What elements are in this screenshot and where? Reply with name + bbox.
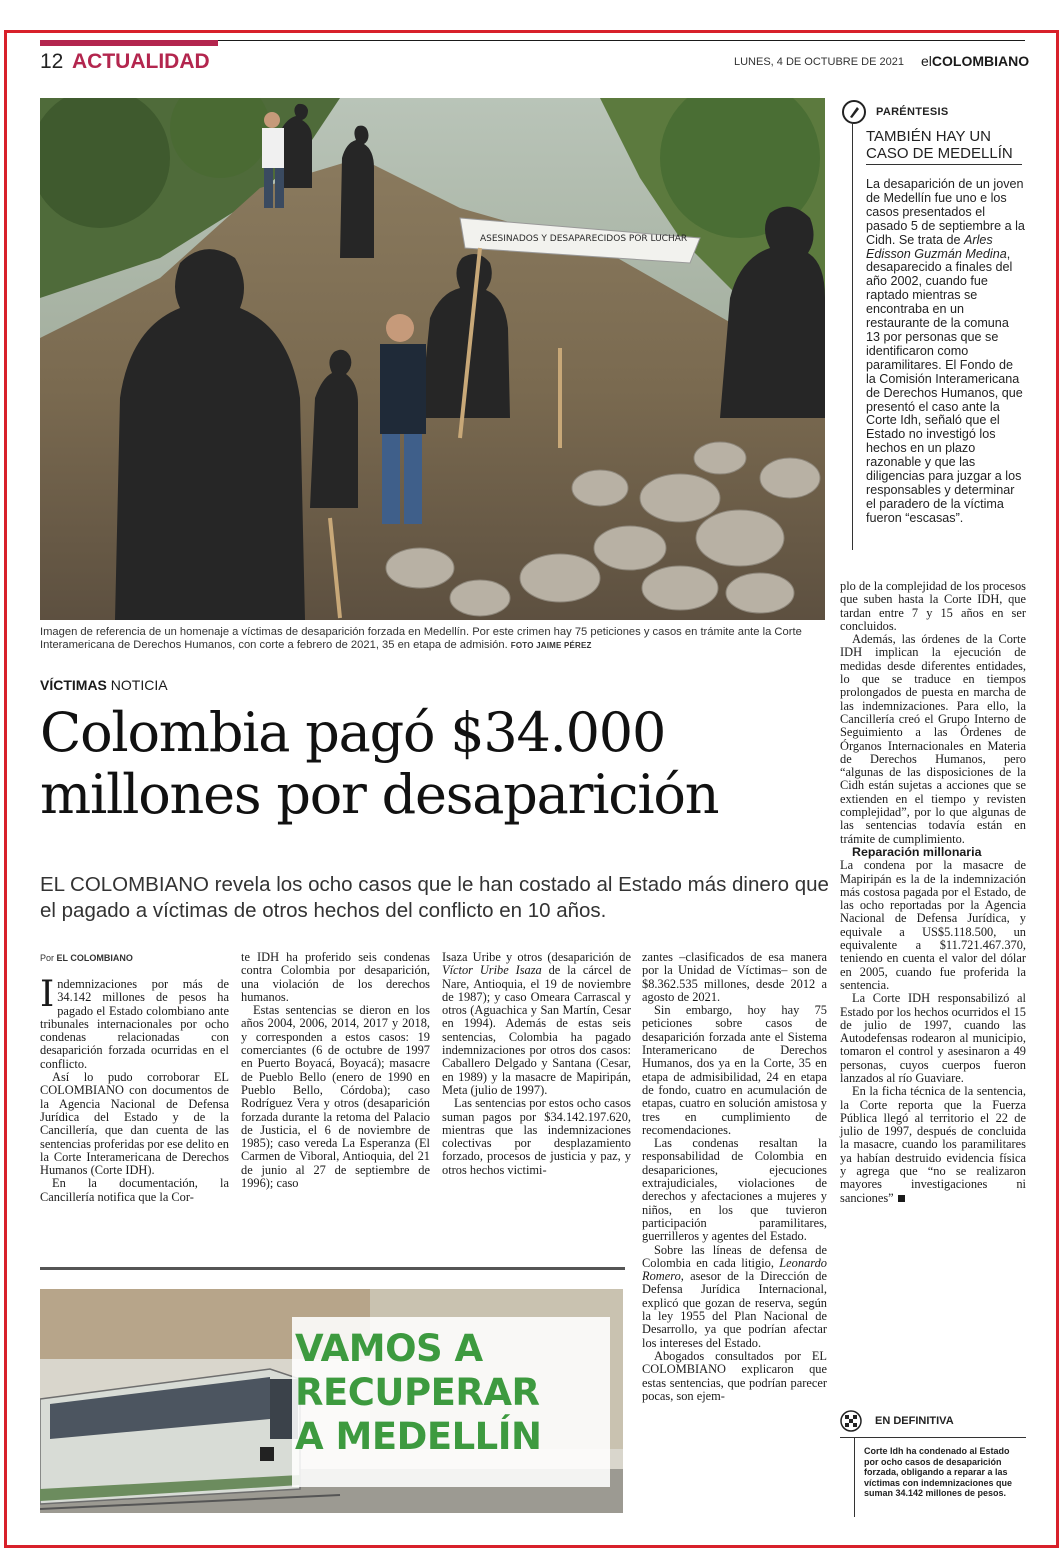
sidebar-body [866, 178, 1026, 526]
column-5-paragraph-5 [840, 1085, 1026, 1205]
caption-text: Imagen de referencia de un homenaje a víctimas de desaparición forzada en Medellín. Por este crimen hay 75 peticiones y casos en trámite ante la Corte Interamericana de Derechos Humanos, con corte a febrero de 2021, 35 en etapa de admisión. [40, 626, 802, 651]
byline-name: EL COLOMBIANO [56, 953, 133, 963]
kicker-type: NOTICIA [110, 677, 168, 693]
subhead-reparacion: Reparación millonaria [852, 844, 982, 859]
column-1-paragraph-2: Así lo pudo corroborar EL COLOMBIANO con documentos de la Agencia Nacional de Defensa Jurídica del Estado y de la Cancillería, que dan cuenta de las sentencias proferidas por ese delito en la Corte Interamericana de Derechos Humanos (Corte IDH). [40, 1070, 229, 1178]
photo-credit: FOTO JAIME PÉREZ [510, 641, 592, 650]
byline-prefix: Por [40, 953, 55, 963]
pen-nib-icon [842, 100, 866, 124]
sidebar-divider [866, 164, 1022, 165]
kicker-topic: VÍCTIMAS [40, 677, 107, 693]
ad-slogan-line-3: A MEDELLÍN [295, 1415, 542, 1458]
ad-slogan-line-2: RECUPERAR [295, 1371, 540, 1414]
masthead-prefix: el [921, 53, 932, 69]
sidebar-title: TAMBIÉN HAY UN CASO DE MEDELLÍN [866, 128, 1013, 162]
checkered-flag-icon [840, 1410, 862, 1432]
section-name: ACTUALIDAD [72, 50, 210, 73]
column-4-text-b: , asesor de la Dirección de Defensa Jurídica Internacional, explicó que gozan de reserva, según la ley 1955 del Plan Nacional de Desarrollo, ya que podrían afectar los intereses del Estado. [642, 1269, 827, 1350]
headline-line-2: millones por desaparición [40, 763, 719, 826]
column-4-italic-name: Leonardo Romero [642, 1255, 827, 1284]
photo-banner-text: ASESINADOS Y DESAPARECIDOS POR LUCHAR [480, 234, 688, 244]
article-column-3 [442, 951, 631, 1177]
photo-illustration [40, 98, 825, 620]
column-3-paragraph-1 [442, 951, 631, 1097]
article-headline [40, 702, 830, 826]
column-3-paragraph-2: Las sentencias por estos ocho casos suman pagos por $34.142.197.620, mientras que las indemnizaciones colectivas por desplazamiento forzado, procesos de justicia y paz, y otros hechos victimi- [442, 1096, 631, 1177]
byline [40, 953, 133, 963]
sidebar-text-a: La desaparición de un joven de Medellín fue uno e los casos presentados el pasado 5 de septiembre a la Cidh. Se trata de [866, 177, 1025, 247]
photo-caption [40, 626, 830, 652]
ad-separator-rule [40, 1267, 625, 1270]
header-accent-bar [40, 40, 218, 46]
article-kicker [40, 677, 168, 693]
column-5-text: En la ficha técnica de la sentencia, la Corte reporta que la Fuerza Pública llegó al territorio el 22 de julio de 1997, después de concluida la masacre, cuando los paramilitares ya habían destruido evidencia física y agrega que “no se realizaron mayores investigaciones ni sanciones” [840, 1084, 1026, 1205]
column-5-paragraph-3: La condena por la masacre de Mapiripán es la de la indemnización más costosa pagada por el Estado, de las ocho reportadas por la Agencia Nacional de Defensa Jurídica, y equivale a US$5.118.500, un equivalente a $11.721.467.370, teniendo en cuenta el valor del dólar en 2005, cuando fue proferida la sentencia. [840, 858, 1026, 992]
column-3-text-a: Isaza Uribe y otros (desaparición de [442, 950, 631, 964]
column-3-italic-name: Víctor Uribe Isaza [442, 963, 542, 978]
page-number: 12 [40, 50, 64, 73]
ad-slogan-line-1: VAMOS A [295, 1327, 483, 1370]
article-column-5 [840, 580, 1026, 1205]
column-3-text-b: de la cárcel de Nare, Antioquia, el 19 de noviembre de 1987); y caso Omeara Carrascal y otros (Aguachica y San Martín, Cesar en 1994). Además de estas seis sentencias, Colombia ha pagado indemnizaciones por otros dos casos: Caballero Delgado y Santana (Cesar, en 1989) y la masacre de Mapiripán, Meta (julio de 1997). [442, 963, 632, 1097]
column-5-paragraph-4: La Corte IDH responsabilizó al Estado por los hechos ocurridos el 15 de julio de 1997, cuando las Autodefensas rodearon al municipio, tomaron el control y asesinaron a 49 personas, cuyos cuerpos fueron lanzados al río Guaviare. [840, 991, 1026, 1085]
column-1-paragraph-3: En la documentación, la Cancillería notifica que la Cor- [40, 1176, 229, 1204]
article-column-1 [40, 974, 229, 1204]
column-4-paragraph-3: Las condenas resaltan la responsabilidad de Colombia en desapariciones, ejecuciones extrajudiciales, violaciones de derechos y afectaciones a mujeres y niños, en los que tuvieron participación paramilitares, guerrilleros y agentes del Estado. [642, 1136, 827, 1244]
issue-date: LUNES, 4 DE OCTUBRE DE 2021 [734, 56, 904, 68]
column-1-text: ndemnizaciones por más de 34.142 millones de pesos ha pagado el Estado colombiano ante tribunales internacionales por ocho condenas relacionadas con desaparición forzada ocurridas en el conflicto. [40, 977, 229, 1071]
column-2-paragraph-1: te IDH ha proferido seis condenas contra Colombia por desaparición, una violación de los derechos humanos. [241, 950, 430, 1004]
column-2-paragraph-2: Estas sentencias se dieron en los años 2004, 2006, 2014, 2017 y 2018, y corresponden a estos casos: 19 comerciantes (6 de octubre de 1997 en Puerto Boyacá, Boyacá); masacre de Pueblo Bello (enero de 1990 en Pueblo Bello, Córdoba); caso Rodríguez Vera y otros (desaparición forzada durante la retoma del Palacio de Justicia, el 6 de noviembre de 1985); caso vereda La Esperanza (El Carmen de Viboral, Antioquia, del 21 de junio al 27 de septiembre de 1996); caso [241, 1003, 430, 1191]
end-mark [898, 1195, 905, 1202]
sidebar-text-b: , desaparecido a finales del año 2002, cuando fue raptado mientras se encontraba en un restaurante de la comuna 13 por personas que se identificaron como paramilitares. El Fondo de la Comisión Interamericana de Derechos Humanos, que presentó el caso ante la Corte Idh, señaló que el Estado no investigó los hechos en un plazo razonable y que las diligencias para juzgar a los responsables y determinar el paradero de la víctima fueron “escasas”. [866, 246, 1023, 525]
main-photo [40, 98, 825, 620]
definitiva-text: Corte Idh ha condenado al Estado por ocho casos de desaparición forzada, obligando a reparar a las víctimas con indemnizaciones que suman 34.142 millones de pesos. [864, 1446, 1013, 1499]
column-5-paragraph-1: plo de la complejidad de los procesos que suben hasta la Corte IDH, que tardan entre 7 y 15 años en ser concluidos. [840, 579, 1026, 633]
masthead-name: COLOMBIANO [931, 53, 1030, 69]
column-4-paragraph-1: zantes –clasificados de esa manera por la Unidad de Víctimas– son de $8.362.535 millones, desde 2012 a agosto de 2021. [642, 950, 827, 1004]
column-4-text-a: Sobre las líneas de defensa de Colombia en cada litigio, [642, 1242, 827, 1270]
article-column-4 [642, 951, 827, 1403]
definitiva-label: EN DEFINITIVA [875, 1415, 954, 1427]
column-5-paragraph-2: Además, las órdenes de la Corte IDH implican la ejecución de medidas desde diferentes entidades, lo que se traduce en tiempos prolongados de puesta en marcha de las indemnizaciones. Para ello, la Cancillería creó el Grupo Interno de Seguimiento a las Órdenes de Órganos Internacionales en Materia de Derechos Humanos, pero “algunas de las disposiciones de la Cidh están sujetas a acciones que se extienden en el tiempo y revisten complejidad”, por lo que algunas de las sentencias todavía están en trámite de cumplimiento. [840, 632, 1026, 846]
advertisement[interactable] [40, 1289, 623, 1513]
column-4-paragraph-2: Sin embargo, hoy hay 75 peticiones sobre casos de desaparición forzada ante el Sistema Interamericano de Derechos Humanos, dos ya en la Corte, 35 en etapa de admisibilidad, 24 en etapa de fondo, cuatro en acumulación de etapas, cuatro en solución amistosa y tres en cumplimiento de recomendaciones. [642, 1003, 827, 1137]
column-1-paragraph [40, 974, 229, 1071]
masthead-logo [921, 53, 1029, 69]
article-column-2 [241, 951, 430, 1190]
sidebar-italic-name: Arles Edisson Guzmán Medina [866, 232, 1007, 261]
column-4-paragraph-4 [642, 1244, 827, 1350]
drop-cap: I [40, 974, 55, 1015]
article-deck: EL COLOMBIANO revela los ocho casos que le han costado al Estado más dinero que el pagado a víctimas de otros hechos del conflicto en 10 años. [40, 873, 829, 922]
headline-line-1: Colombia pagó $34.000 [40, 701, 666, 764]
ad-slogan [295, 1327, 541, 1459]
sidebar-label: PARÉNTESIS [876, 106, 949, 118]
column-4-paragraph-5: Abogados consultados por EL COLOMBIANO explicaron que estas sentencias, que podrían parecer pocas, son ejem- [642, 1348, 827, 1403]
